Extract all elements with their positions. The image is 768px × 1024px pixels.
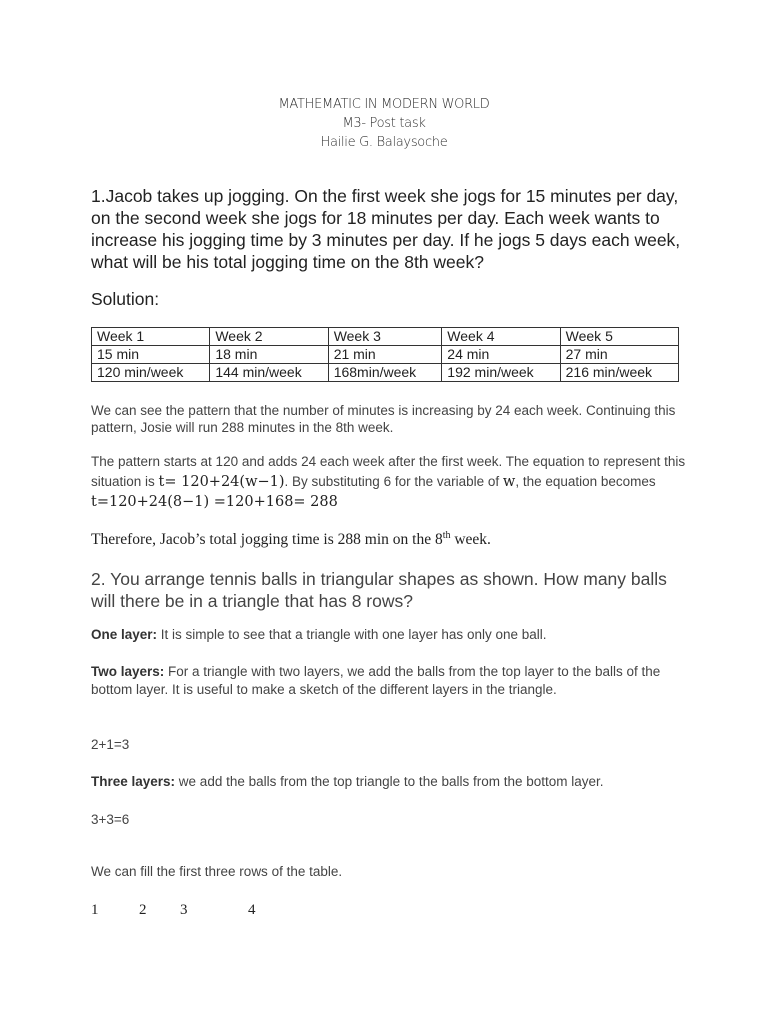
table-cell: 216 min/week: [560, 364, 678, 382]
row-number: 4: [248, 902, 256, 918]
author-name: Hailie G. Balaysoche: [320, 135, 448, 150]
table-cell: 120 min/week: [92, 364, 210, 382]
equation-paragraph: [91, 452, 691, 512]
question-1-text: 1.Jacob takes up jogging. On the first week she jogs for 15 minutes per day, on the second week she jogs for 18 minutes per day. Each week wants to increase his jogging time by 3 minutes per day. If he jogs 5 days each week, what will be his total jogging time on the 8th week?: [91, 186, 681, 272]
two-layers-text: For a triangle with two layers, we add the balls from the top layer to the balls of the bottom layer. It is useful to make a sketch of the different layers in the triangle.: [91, 664, 661, 697]
three-layers-label: Three layers:: [91, 774, 176, 789]
equation-general: t= 120+24(w−1): [158, 474, 285, 490]
solution-label: Solution:: [91, 289, 160, 309]
task-title: M3- Post task: [342, 116, 426, 131]
conclusion-main: Therefore, Jacob’s total jogging time is 288 min on the 8: [91, 531, 443, 549]
document-header: [0, 95, 768, 152]
three-layers-text: we add the balls from the top triangle to the balls from the bottom layer.: [175, 774, 604, 789]
equation-intro-text: The pattern starts at 120 and adds 24 each week after the first week. The equation to represent this situation is: [91, 454, 686, 489]
conclusion-end: week.: [450, 531, 491, 549]
two-layers-paragraph: [91, 663, 691, 699]
table-cell: 18 min: [210, 346, 328, 364]
table-cell: Week 4: [442, 328, 560, 346]
table-row: [92, 364, 679, 382]
fill-table-text: We can fill the first three rows of the table.: [91, 864, 343, 879]
table-cell: 168min/week: [328, 364, 442, 382]
row-number: 2: [139, 902, 147, 918]
row-number: 1: [91, 902, 99, 918]
table-row: [92, 346, 679, 364]
course-title: MATHEMATIC IN MODERN WORLD: [278, 97, 490, 112]
one-layer-label: One layer:: [91, 627, 158, 642]
table-cell: Week 5: [560, 328, 678, 346]
conclusion-text: [91, 530, 491, 549]
equation-substitute-text: . By substituting 6 for the variable of: [284, 474, 503, 489]
table-cell: 27 min: [560, 346, 678, 364]
table-cell: 21 min: [328, 346, 442, 364]
question-2-text: 2. You arrange tennis balls in triangular shapes as shown. How many balls will there be in a triangle that has 8 rows?: [91, 569, 667, 611]
one-layer-text: It is simple to see that a triangle with one layer has only one ball.: [157, 627, 547, 642]
two-layers-equation: 2+1=3: [91, 737, 130, 752]
row-number: 3: [180, 902, 188, 918]
three-layers-equation: 3+3=6: [91, 812, 130, 827]
table-cell: 192 min/week: [442, 364, 560, 382]
conclusion-superscript: th: [442, 530, 451, 541]
weekly-jogging-table: [91, 327, 679, 382]
pattern-paragraph: We can see the pattern that the number of minutes is increasing by 24 each week. Continuing this pattern, Josie will run 288 minutes in the 8th week.: [91, 403, 676, 435]
table-cell: Week 2: [210, 328, 328, 346]
one-layer-paragraph: [91, 626, 691, 644]
table-cell: 144 min/week: [210, 364, 328, 382]
table-cell: 24 min: [442, 346, 560, 364]
equation-becomes-text: , the equation becomes: [515, 474, 656, 489]
variable-w: w: [502, 474, 516, 490]
three-layers-paragraph: [91, 773, 691, 791]
table-cell: Week 3: [328, 328, 442, 346]
table-row: [92, 328, 679, 346]
table-cell: Week 1: [92, 328, 210, 346]
table-cell: 15 min: [92, 346, 210, 364]
equation-solved: t=120+24(8−1) =120+168= 288: [91, 494, 338, 510]
two-layers-label: Two layers:: [91, 664, 165, 679]
